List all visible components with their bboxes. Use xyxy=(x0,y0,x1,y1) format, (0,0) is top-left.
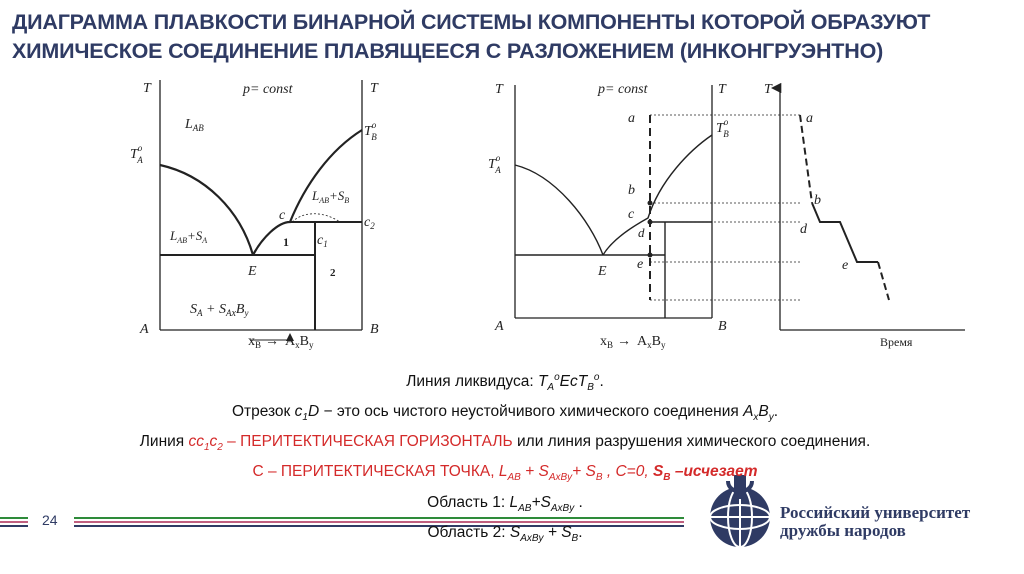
d2-E: E xyxy=(598,264,607,279)
d2-liquidus-right xyxy=(603,135,712,255)
d2-A: A xyxy=(495,319,504,334)
cc-time-label: Время xyxy=(880,335,913,349)
d2-pconst: p= const xyxy=(598,82,648,97)
cc-segment-tail xyxy=(878,262,889,300)
cc-b: b xyxy=(814,193,821,208)
region-1-line: Область 1: $L_{AB}+S_{AxBy}$ . xyxy=(427,493,583,514)
d2-TA: $T^o$ A xyxy=(488,153,501,175)
page-number: 24 xyxy=(42,512,58,528)
d2-d: d xyxy=(638,225,645,240)
d1-T-left: T xyxy=(143,81,151,96)
d2-liquidus-left xyxy=(515,165,603,255)
cc-segment-ab xyxy=(800,115,812,203)
d2-b: b xyxy=(628,183,635,198)
title-line-2: ХИМИЧЕСКОЕ СОЕДИНЕНИЕ ПЛАВЯЩЕЕСЯ С РАЗЛОЖЕНИЕМ (ИНКОНГРУЭНТНО) xyxy=(12,39,884,63)
peritectic-horizontal-line: Линия $cc_1c_2$ – ПЕРИТЕКТИЧЕСКАЯ ГОРИЗОНТАЛЬ или линия разрушения химического соединения. xyxy=(139,433,871,454)
liquidus-line: Линия ликвидуса: $T_A^oEcT_B^o$. xyxy=(406,372,604,394)
d1-SA-SAxBy: $S_A + S_AxB_y$ xyxy=(190,302,249,319)
cc-T: T xyxy=(764,82,772,97)
phase-diagram-2 xyxy=(515,85,800,318)
d2-labels xyxy=(488,82,729,350)
d1-c2: $c_2$ xyxy=(364,215,375,231)
d1-pconst: p= const xyxy=(243,82,293,97)
d2-TB: $T^o$ B xyxy=(716,117,729,139)
d2-T-right: T xyxy=(718,82,726,97)
cc-e: e xyxy=(842,258,849,273)
d1-liquidus-right xyxy=(253,130,362,255)
d1-dashed-curve xyxy=(292,214,340,222)
d2-a: a xyxy=(628,111,635,126)
title-line-1: ДИАГРАММА ПЛАВКОСТИ БИНАРНОЙ СИСТЕМЫ КОМПОНЕНТЫ КОТОРОЙ ОБРАЗУЮТ xyxy=(12,10,931,34)
region-2-line: Область 2: $S_{AxBy} + S_B$. xyxy=(427,523,583,544)
university-name xyxy=(780,504,970,540)
d1-xB: $x_B \to A_xB_y$ xyxy=(248,334,314,350)
d1-region-2: 2 xyxy=(330,267,336,279)
d1-E: E xyxy=(248,264,257,279)
d1-B: B xyxy=(370,322,379,337)
d1-LAB: $L_{AB}$ xyxy=(185,117,204,133)
cc-segment-be xyxy=(812,203,878,262)
peritectic-point-line: С – ПЕРИТЕКТИЧЕСКАЯ ТОЧКА, $L_{AB} + S_{AxBy}+ S_B$ , С=0, $S_B$ –исчезает xyxy=(252,463,758,484)
d1-c: c xyxy=(279,208,286,223)
d2-e: e xyxy=(637,257,644,272)
d1-region-1: 1 xyxy=(283,235,289,249)
d1-L-SB: $L_{AB}+S_B$ xyxy=(312,188,350,205)
d1-c1: $c_1$ xyxy=(317,233,328,249)
cc-a: a xyxy=(806,111,813,126)
d2-B: B xyxy=(718,319,727,334)
d1-A: A xyxy=(140,322,149,337)
segment-line: Отрезок $c_1D$ − это ось чистого неустойчивого химического соединения $A_xB_y$. xyxy=(231,403,779,424)
d1-TA: $T^o$ A xyxy=(130,143,143,165)
cc-d: d xyxy=(800,222,807,237)
university-name-line1: Российский университет xyxy=(780,503,971,522)
cc-labels xyxy=(764,82,913,349)
d1-T-right: T xyxy=(370,81,378,96)
d2-c: c xyxy=(628,207,635,222)
university-name-line2: дружбы народов xyxy=(780,521,906,540)
d2-T-left: T xyxy=(495,82,503,97)
d2-xB: $x_B \to A_xB_y$ xyxy=(600,334,666,350)
d1-TB: $T^o$ B xyxy=(364,120,377,142)
d2-projection-lines xyxy=(650,115,800,300)
d1-labels xyxy=(130,81,379,350)
d1-L-SA: $L_{AB}+S_A$ xyxy=(170,228,208,245)
